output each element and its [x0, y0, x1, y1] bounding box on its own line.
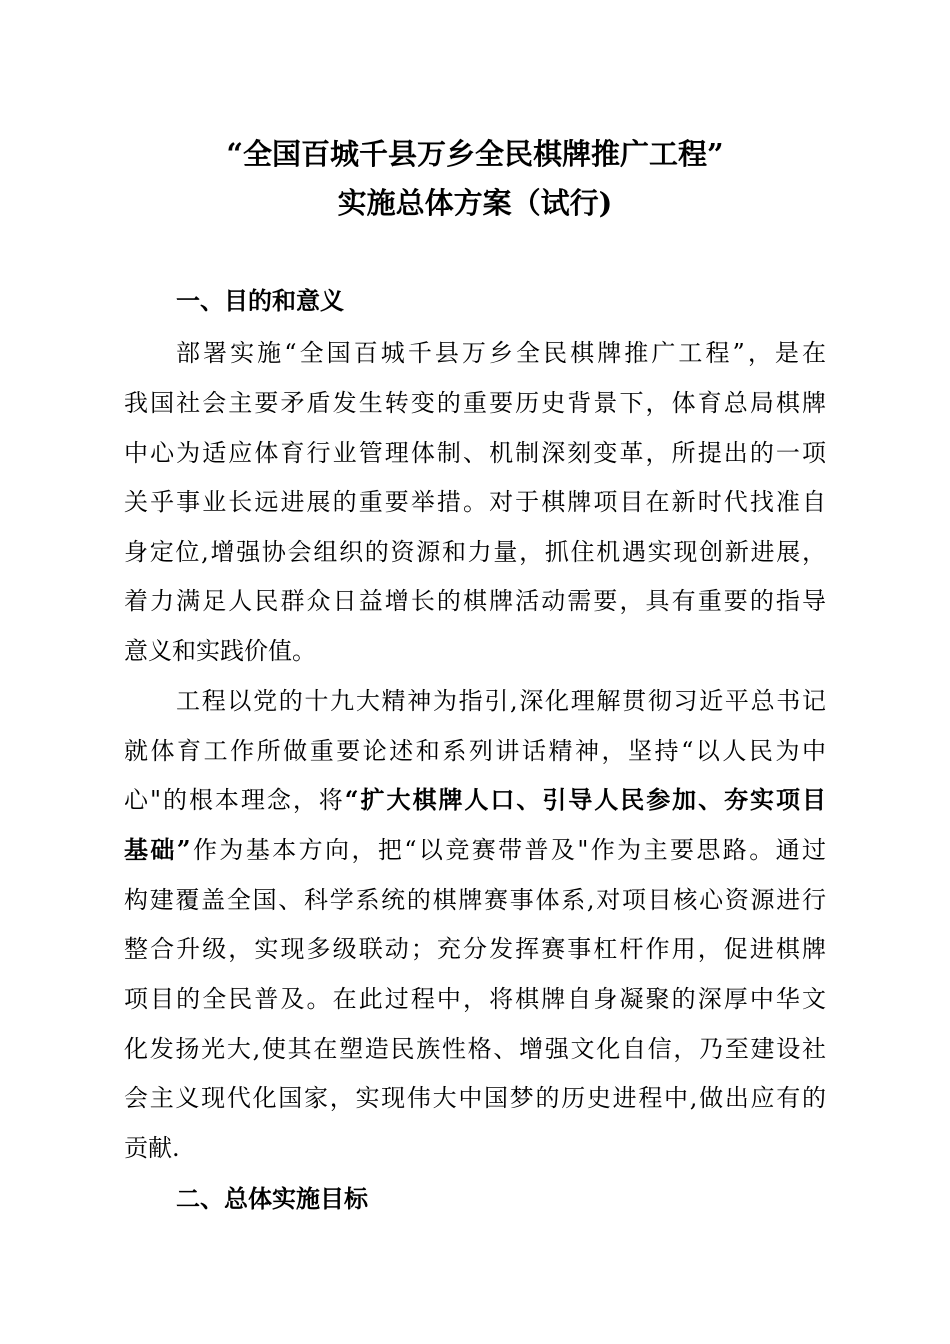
- paragraph-1-line-1: 部署实施“全国百城千县万乡全民棋牌推广工程”，是在: [176, 339, 826, 367]
- paragraph-2-line-9: 会主义现代化国家，实现伟大中国梦的历史进程中,做出应有的: [124, 1084, 826, 1112]
- paragraph-2-line-4-normal: 作为基本方向，把“以竞赛带普及"作为主要思路。通过: [190, 836, 827, 864]
- section-heading-1: 一、目的和意义: [176, 286, 344, 315]
- paragraph-2-line-3: [124, 785, 826, 815]
- paragraph-2-line-5: 构建覆盖全国、科学系统的棋牌赛事体系,对项目核心资源进行: [124, 886, 826, 914]
- paragraph-2-line-7: 项目的全民普及。在此过程中，将棋牌自身凝聚的深厚中华文: [124, 985, 826, 1013]
- paragraph-1-line-3: 中心为适应体育行业管理体制、机制深刻变革，所提出的一项: [124, 439, 826, 467]
- paragraph-2-line-4: [124, 835, 826, 865]
- section-heading-2: 二、总体实施目标: [176, 1184, 368, 1213]
- document-title-line-2: 实施总体方案（试行): [337, 186, 613, 220]
- paragraph-1-line-4: 关乎事业长远进展的重要举措。对于棋牌项目在新时代找准自: [124, 488, 826, 516]
- paragraph-2-line-6: 整合升级，实现多级联动；充分发挥赛事杠杆作用，促进棋牌: [124, 935, 826, 963]
- paragraph-1-line-7: 意义和实践价值。: [124, 637, 316, 665]
- paragraph-2-line-3-bold: “扩大棋牌人口、引导人民参加、夯实项目: [344, 785, 826, 814]
- paragraph-2-line-8: 化发扬光大,使其在塑造民族性格、增强文化自信，乃至建设社: [124, 1035, 826, 1063]
- paragraph-1-line-5: 身定位,增强协会组织的资源和力量，抓住机遇实现创新进展，: [124, 538, 826, 566]
- paragraph-2-line-4-bold: 基础”: [124, 835, 191, 864]
- paragraph-1-line-6: 着力满足人民群众日益增长的棋牌活动需要，具有重要的指导: [124, 587, 826, 615]
- document-title-line-1: “全国百城千县万乡全民棋牌推广工程”: [226, 137, 724, 171]
- paragraph-1-line-2: 我国社会主要矛盾发生转变的重要历史背景下，体育总局棋牌: [124, 389, 826, 417]
- paragraph-2-line-3-normal: 心"的根本理念，将: [124, 786, 345, 814]
- paragraph-2-line-10: 贡献.: [124, 1134, 180, 1162]
- paragraph-2-line-1: 工程以党的十九大精神为指引,深化理解贯彻习近平总书记: [176, 687, 826, 715]
- paragraph-2-line-2: 就体育工作所做重要论述和系列讲话精神，坚持“以人民为中: [124, 737, 826, 765]
